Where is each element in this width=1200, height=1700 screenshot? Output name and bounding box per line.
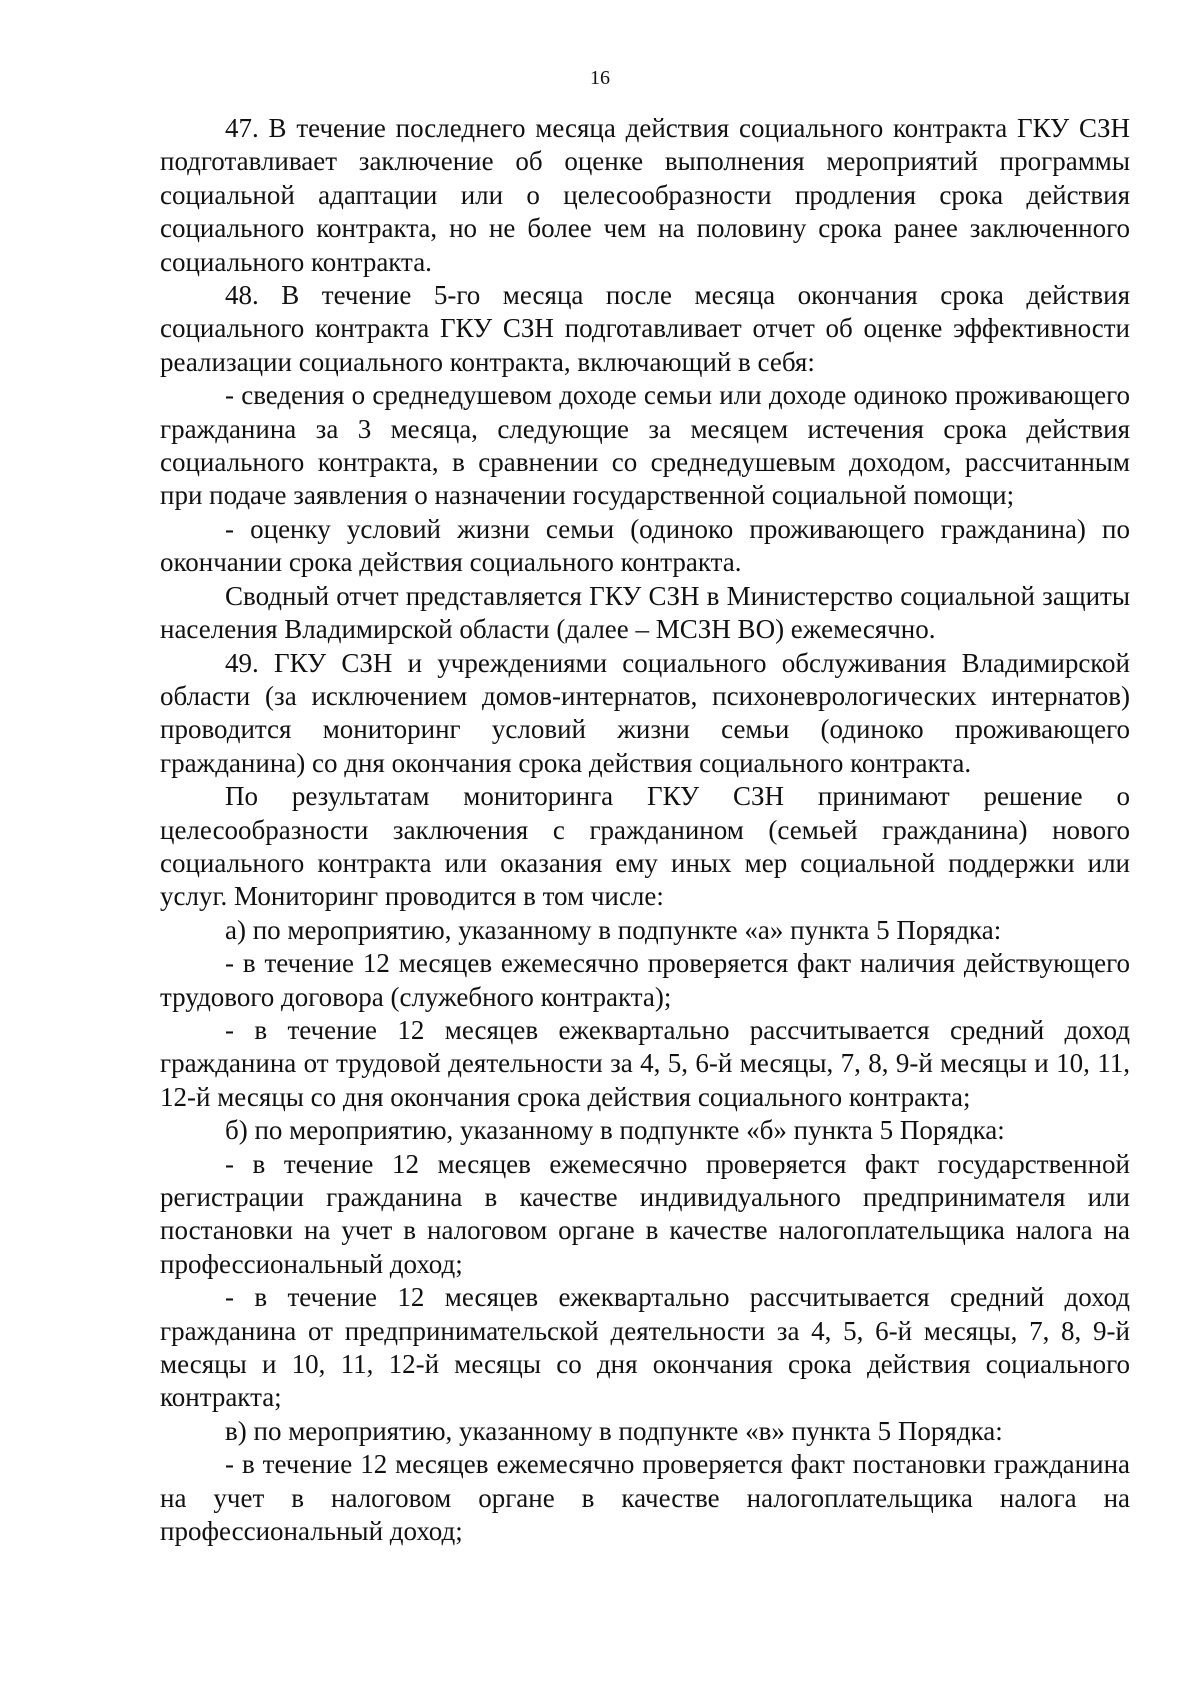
paragraph: - в течение 12 месяцев ежеквартально рассчитывается средний доход гражданина от предпринимательской деятельности за 4, 5, 6-й месяцы, 7, 8, 9-й месяцы и 10, 11, 12-й месяцы со дня окончания срока действия социального контракта; <box>160 1282 1130 1413</box>
paragraph: - в течение 12 месяцев ежемесячно проверяется факт государственной регистрации гражданина в качестве индивидуального предпринимателя или постановки на учет в налоговом органе в качестве налогоплательщика налога на профессиональный доход; <box>160 1148 1130 1279</box>
paragraph: 49. ГКУ СЗН и учреждениями социального обслуживания Владимирской области (за исключением домов-интернатов, психоневрологических интернатов) проводится мониторинг условий жизни семьи (одиноко проживающего гражданина) со дня окончания срока действия социального контракта. <box>160 647 1130 778</box>
paragraph: б) по мероприятию, указанному в подпункте «б» пункта 5 Порядка: <box>225 1115 1005 1146</box>
paragraph: - сведения о среднедушевом доходе семьи или доходе одиноко проживающего гражданина за 3 месяца, следующие за месяцем истечения срока действия социального контракта, в сравнении со среднедушевым доходом, рассчитанным при подаче заявления о назначении государственной социальной помощи; <box>160 380 1130 511</box>
paragraph: 48. В течение 5-го месяца после месяца окончания срока действия социального контракта ГКУ СЗН подготавливает отчет об оценке эффективности реализации социального контракта, включающий в себя: <box>160 280 1130 377</box>
paragraph: 47. В течение последнего месяца действия социального контракта ГКУ СЗН подготавливает заключение об оценке выполнения мероприятий программы социальной адаптации или о целесообразности продления срока действия социального контракта, но не более чем на половину срока ранее заключенного социального контракта. <box>160 113 1130 277</box>
paragraph: а) по мероприятию, указанному в подпункте «а» пункта 5 Порядка: <box>225 914 1002 945</box>
paragraph: в) по мероприятию, указанному в подпункте «в» пункта 5 Порядка: <box>225 1415 1003 1446</box>
paragraph: По результатам мониторинга ГКУ СЗН принимают решение о целесообразности заключения с гражданином (семьей гражданина) нового социального контракта или оказания ему иных мер социальной поддержки или услуг. Мониторинг проводится в том числе: <box>160 781 1130 912</box>
page-number: 16 <box>590 67 610 89</box>
paragraph: - оценку условий жизни семьи (одиноко проживающего гражданина) по окончании срока действия социального контракта. <box>160 513 1130 578</box>
paragraph: - в течение 12 месяцев ежемесячно проверяется факт постановки гражданина на учет в налоговом органе в качестве налогоплательщика налога на профессиональный доход; <box>160 1449 1130 1547</box>
document-body <box>160 112 1130 1548</box>
paragraph: - в течение 12 месяцев ежеквартально рассчитывается средний доход гражданина от трудовой деятельности за 4, 5, 6-й месяцы, 7, 8, 9-й месяцы и 10, 11, 12-й месяцы со дня окончания срока действия социального контракта; <box>160 1014 1130 1112</box>
paragraph: Сводный отчет представляется ГКУ СЗН в Министерство социальной защиты населения Владимирской области (далее – МСЗН ВО) ежемесячно. <box>160 580 1130 645</box>
paragraph: - в течение 12 месяцев ежемесячно проверяется факт наличия действующего трудового договора (служебного контракта); <box>160 948 1130 1012</box>
